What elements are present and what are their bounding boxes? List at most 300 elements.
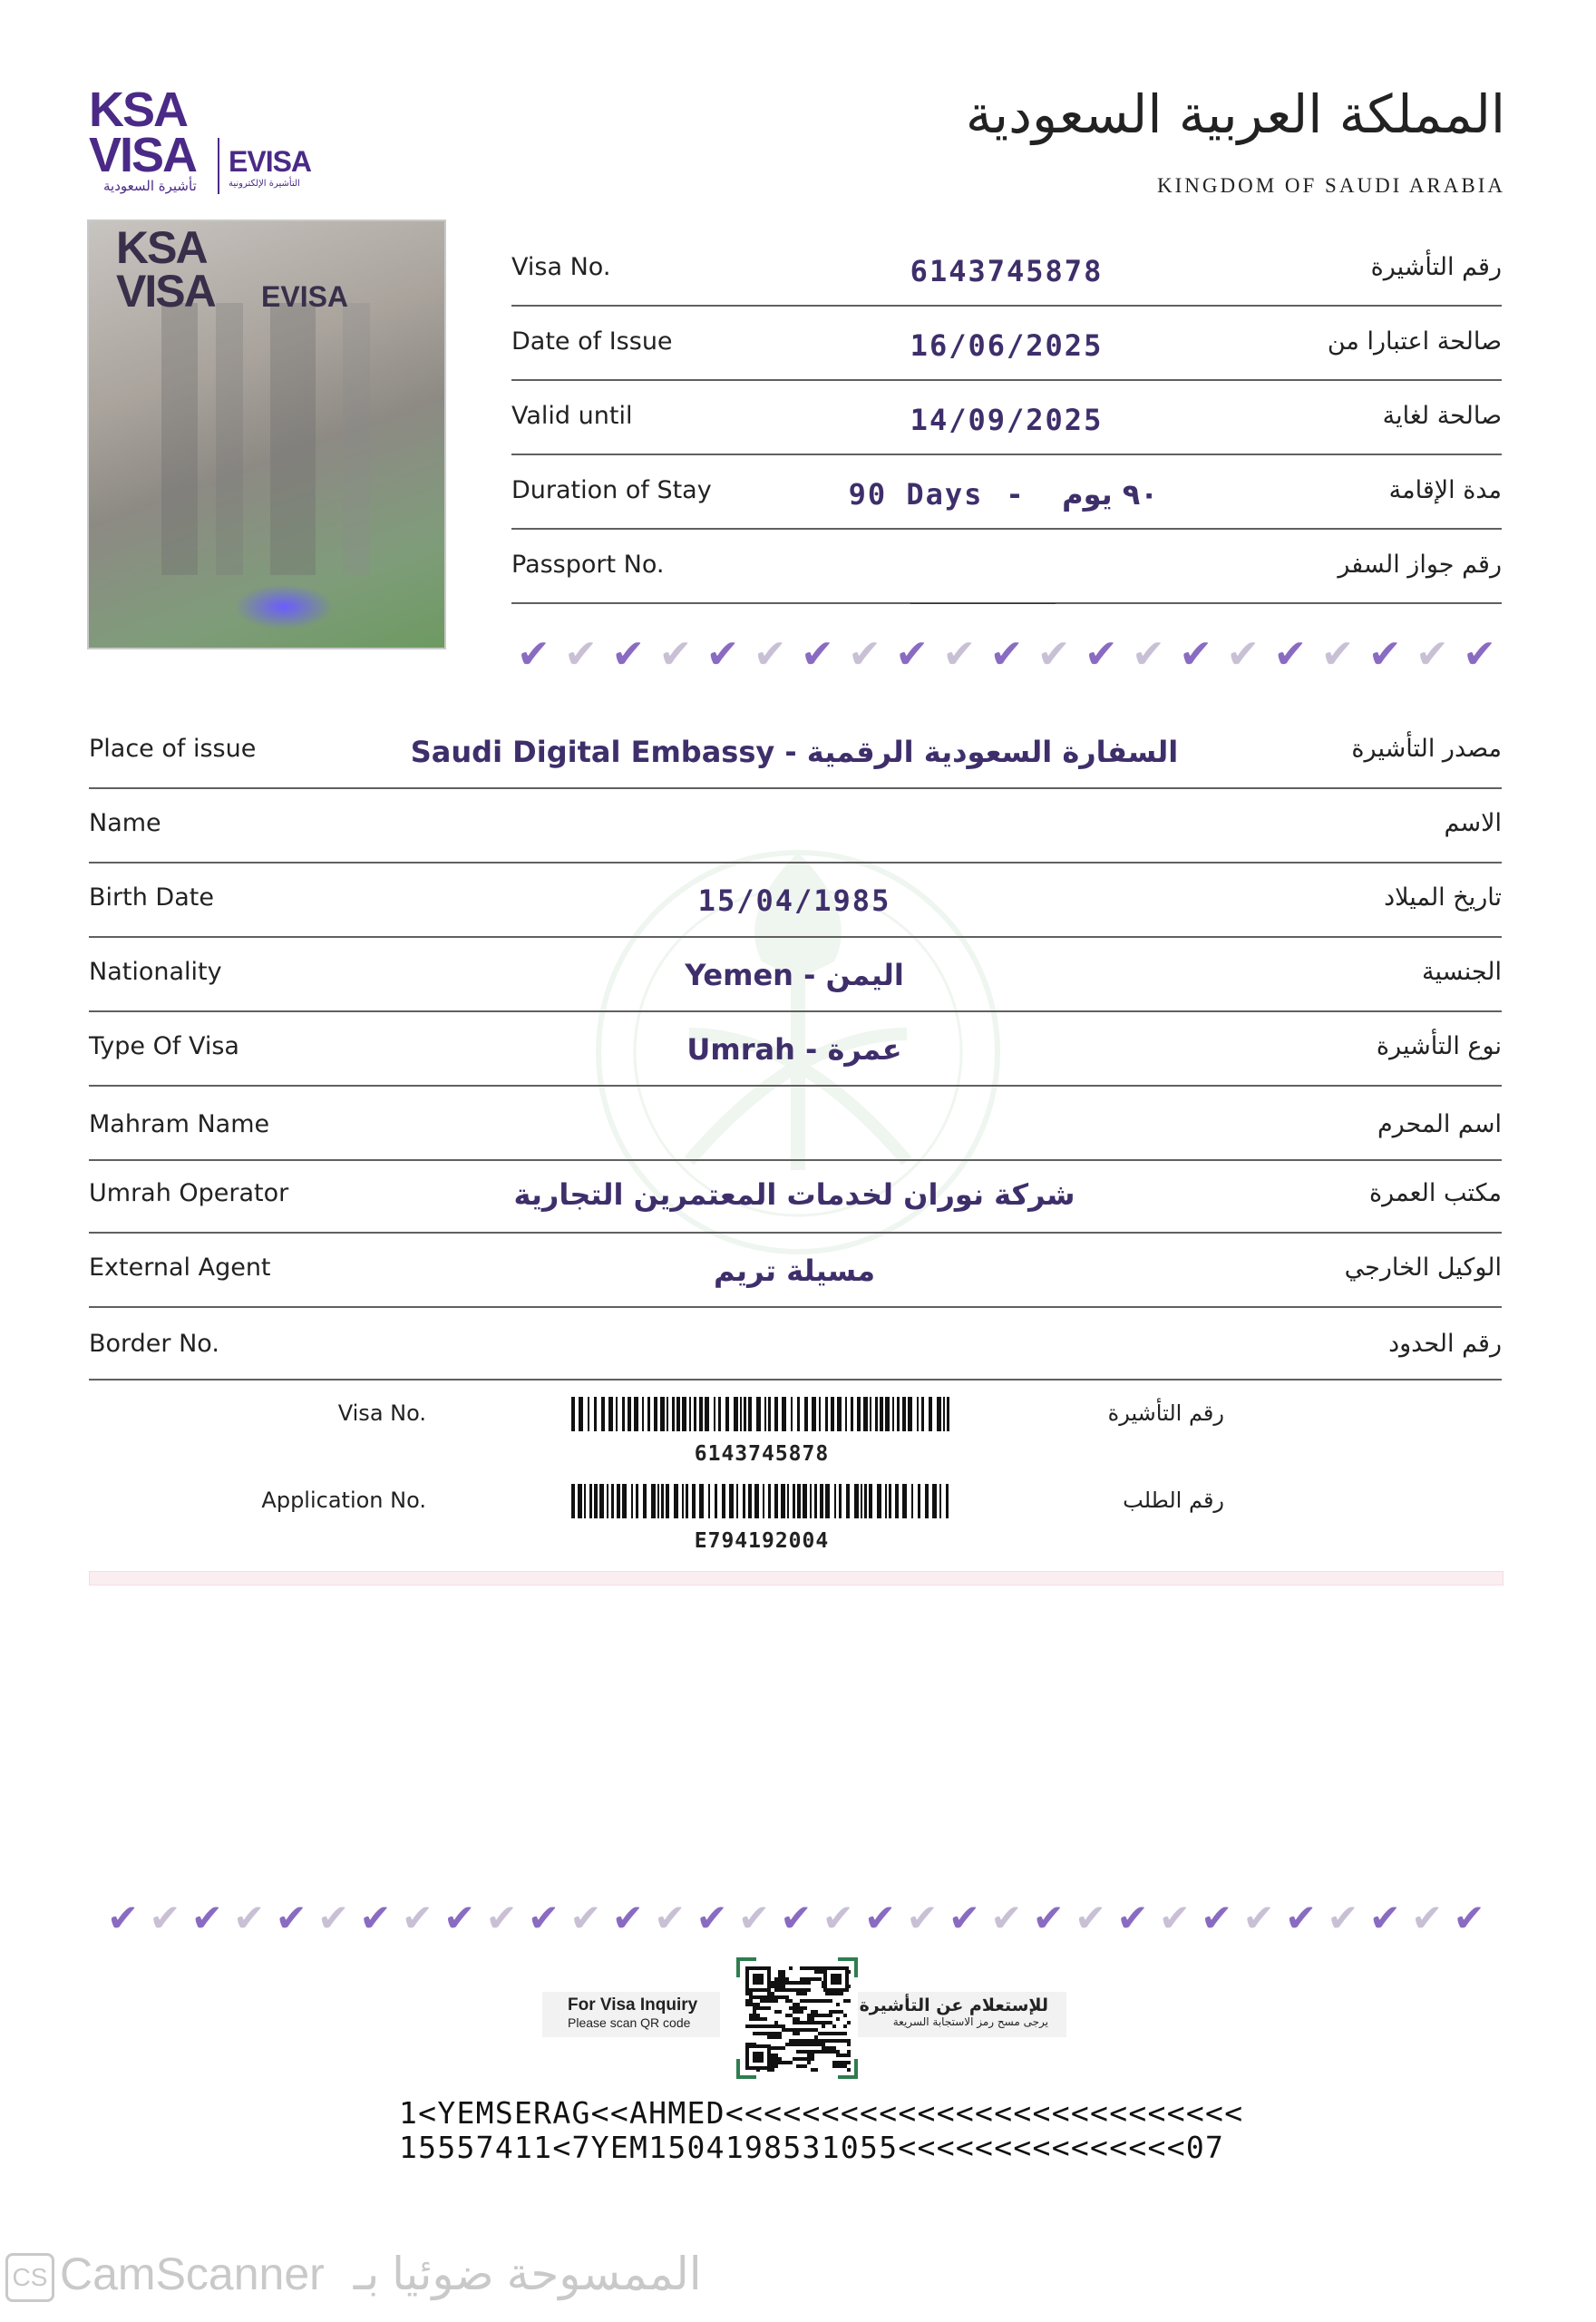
- qr-module: [836, 2003, 840, 2006]
- barcode-bar: [885, 1397, 890, 1431]
- barcode-bar: [672, 1397, 675, 1431]
- qr-module: [803, 2006, 807, 2010]
- field-label-ar: الوكيل الخارجي: [1344, 1254, 1502, 1282]
- qr-module: [803, 2057, 807, 2061]
- qr-module: [843, 2014, 847, 2017]
- barcode-bar: [699, 1484, 704, 1518]
- field-date-of-issue: [511, 314, 1502, 381]
- check-mark-icon: ✔: [753, 631, 787, 678]
- qr-module: [800, 1999, 803, 2003]
- qr-module: [749, 1992, 753, 1995]
- qr-module: [854, 2059, 858, 2079]
- qr-module: [793, 2021, 796, 2024]
- check-mark-icon: ✔: [564, 631, 598, 678]
- qr-module: [836, 2054, 840, 2057]
- qr-module: [796, 2021, 800, 2024]
- qr-module: [753, 2006, 756, 2010]
- barcode-bar: [846, 1484, 850, 1518]
- field-label-en: Birth Date: [89, 883, 214, 912]
- qr-module: [829, 1992, 832, 1995]
- qr-module: [756, 2017, 760, 2021]
- barcode-bar: [601, 1397, 605, 1431]
- qr-module: [796, 2006, 800, 2010]
- qr-module: [803, 2043, 807, 2046]
- photo-logo: KSA VISA: [116, 222, 215, 317]
- qr-module: [782, 2024, 785, 2028]
- qr-module: [771, 1999, 774, 2003]
- qr-module: [774, 1999, 778, 2003]
- qr-inquiry-ar: [858, 1992, 1066, 2037]
- barcode-bar: [654, 1397, 657, 1431]
- qr-module: [818, 2043, 822, 2046]
- barcode-application-label-ar: رقم الطلب: [1123, 1488, 1224, 1513]
- barcode-bar: [925, 1484, 929, 1518]
- qr-module: [793, 1988, 796, 1992]
- qr-module: [782, 2061, 785, 2064]
- barcode-bar: [694, 1397, 696, 1431]
- field-label-en: Type Of Visa: [89, 1032, 239, 1060]
- qr-module: [778, 2061, 782, 2064]
- qr-module: [767, 1992, 771, 1995]
- check-mark-icon: ✔: [1201, 1896, 1233, 1940]
- barcode-bar: [885, 1484, 887, 1518]
- check-mark-icon: ✔: [1116, 1896, 1149, 1940]
- qr-module: [800, 2021, 803, 2024]
- qr-module: [774, 1977, 778, 1981]
- check-mark-icon: ✔: [1084, 631, 1118, 678]
- qr-module: [832, 2039, 836, 2043]
- qr-module: [840, 1992, 843, 1995]
- barcode-bar: [875, 1397, 878, 1431]
- qr-module: [767, 1995, 771, 1999]
- qr-module: [771, 2032, 774, 2035]
- qr-module: [753, 2017, 756, 2021]
- barcode-bar: [666, 1484, 669, 1518]
- qr-module: [807, 2043, 811, 2046]
- evisa-logo-arabic: التأشيرة الإلكترونية: [229, 179, 300, 189]
- field-label-en: Name: [89, 809, 161, 837]
- qr-module: [756, 2014, 760, 2017]
- camscanner-watermark: [5, 2248, 702, 2302]
- barcode-bar: [861, 1484, 862, 1518]
- qr-module: [800, 2050, 803, 2054]
- barcode-bar: [921, 1397, 924, 1431]
- barcode-application-label-en: Application No.: [261, 1488, 426, 1513]
- barcode-bar: [740, 1397, 742, 1431]
- qr-module: [843, 2061, 847, 2064]
- ksa-logo-line2: VISA: [89, 128, 197, 182]
- field-label-ar: الاسم: [1444, 809, 1502, 837]
- barcode-bar: [902, 1484, 907, 1518]
- field-visa-no: [511, 239, 1502, 307]
- qr-module: [814, 2010, 818, 2014]
- external-agent-value: مسيلة تريم: [713, 1254, 876, 1288]
- check-mark-row-top: [517, 631, 1496, 678]
- check-mark-icon: ✔: [485, 1896, 518, 1940]
- check-mark-icon: ✔: [654, 1896, 686, 1940]
- barcode-bar: [917, 1397, 919, 1431]
- check-mark-icon: ✔: [359, 1896, 392, 1940]
- field-label-en: Nationality: [89, 958, 222, 986]
- qr-module: [736, 1957, 740, 1977]
- qr-module: [789, 2043, 793, 2046]
- field-label-en: Visa No.: [511, 253, 611, 281]
- qr-module: [782, 1977, 785, 1981]
- field-label-ar: رقم التأشيرة: [1370, 253, 1502, 281]
- qr-module: [774, 1985, 778, 1988]
- barcode-bar: [682, 1397, 686, 1431]
- field-border-no: [89, 1319, 1502, 1381]
- qr-module: [832, 2064, 836, 2068]
- field-label-ar: مصدر التأشيرة: [1351, 735, 1502, 763]
- qr-module: [847, 2068, 851, 2072]
- qr-module: [825, 2046, 829, 2050]
- qr-module: [778, 2032, 782, 2035]
- qr-module: [822, 2032, 825, 2035]
- qr-module: [764, 1995, 767, 1999]
- qr-module: [800, 1981, 803, 1985]
- qr-module: [789, 2028, 793, 2032]
- check-mark-icon: ✔: [1368, 1896, 1401, 1940]
- check-mark-icon: ✔: [706, 631, 740, 678]
- qr-module: [753, 2014, 756, 2017]
- qr-module: [829, 2010, 832, 2014]
- barcode-application-value: E794192004: [694, 1529, 830, 1553]
- qr-module: [800, 2028, 803, 2032]
- qr-module: [789, 2039, 793, 2043]
- qr-module: [793, 2039, 796, 2043]
- qr-module: [818, 1970, 822, 1974]
- qr-module: [749, 1999, 753, 2003]
- field-valid-until: [511, 388, 1502, 455]
- barcode-bar: [651, 1484, 656, 1518]
- barcode-bar: [594, 1397, 597, 1431]
- barcode-bar: [895, 1484, 899, 1518]
- qr-module: [814, 1970, 818, 1974]
- field-birth-date: [89, 874, 1502, 938]
- qr-module: [807, 2054, 811, 2057]
- qr-module: [811, 2010, 814, 2014]
- qr-module: [800, 2043, 803, 2046]
- mrz-line-1: 1<YEMSERAG<<AHMED<<<<<<<<<<<<<<<<<<<<<<<<<<<: [399, 2095, 1244, 2131]
- qr-module: [756, 1995, 760, 1999]
- qr-module: [800, 1992, 803, 1995]
- qr-module: [771, 2061, 774, 2064]
- qr-module: [847, 2050, 851, 2054]
- qr-module: [814, 2014, 818, 2017]
- qr-module: [840, 2061, 843, 2064]
- barcode-bar: [622, 1484, 627, 1518]
- qr-module: [789, 1981, 793, 1985]
- barcode-bar: [754, 1484, 759, 1518]
- qr-module: [818, 2014, 822, 2017]
- qr-module: [814, 2050, 818, 2054]
- barcode-bar: [676, 1397, 680, 1431]
- qr-module: [843, 1999, 847, 2003]
- qr-module: [800, 1988, 803, 1992]
- qr-module: [843, 2064, 847, 2068]
- logo-divider: [218, 138, 219, 194]
- qr-module: [785, 1977, 789, 1981]
- barcode-bar: [851, 1397, 853, 1431]
- barcode-bar: [642, 1397, 644, 1431]
- qr-module: [825, 2039, 829, 2043]
- barcode-bar: [636, 1484, 638, 1518]
- check-mark-icon: ✔: [906, 1896, 939, 1940]
- check-mark-icon: ✔: [316, 1896, 350, 1940]
- qr-module: [811, 2057, 814, 2061]
- barcode-bar: [937, 1397, 941, 1431]
- barcode-bar: [939, 1484, 941, 1518]
- qr-module: [767, 2006, 771, 2010]
- qr-module: [803, 2028, 807, 2032]
- qr-module: [811, 2021, 814, 2024]
- qr-module: [774, 2024, 778, 2028]
- qr-module: [811, 2068, 814, 2072]
- qr-module: [814, 2039, 818, 2043]
- barcode-bar: [774, 1484, 778, 1518]
- umrah-operator-value: شركة نوران لخدمات المعتمرين التجارية: [513, 1177, 1075, 1212]
- check-mark-icon: ✔: [1284, 1896, 1318, 1940]
- qr-module: [771, 1992, 774, 1995]
- qr-module: [811, 2050, 814, 2054]
- check-mark-icon: ✔: [517, 631, 550, 678]
- camscanner-arabic: الممسوحة ضوئيا بـ: [353, 2249, 702, 2299]
- qr-module: [789, 2014, 793, 2017]
- qr-module: [803, 1981, 807, 1985]
- qr-module: [818, 1966, 822, 1970]
- qr-module: [836, 2050, 840, 2054]
- mrz-line-2: 15557411<7YEM1504198531055<<<<<<<<<<<<<<<07: [399, 2130, 1225, 2165]
- qr-module: [753, 2032, 756, 2035]
- qr-module: [774, 2010, 778, 2014]
- barcode-bar: [797, 1484, 801, 1518]
- barcode-bar: [748, 1397, 752, 1431]
- qr-module: [774, 2061, 778, 2064]
- field-label-ar: صالحة لغاية: [1382, 402, 1502, 430]
- qr-module: [807, 2028, 811, 2032]
- qr-module: [829, 2021, 832, 2024]
- barcode-bar: [946, 1484, 949, 1518]
- barcode-bar: [734, 1397, 738, 1431]
- barcode-bar: [932, 1484, 937, 1518]
- qr-module: [736, 2059, 740, 2079]
- qr-inquiry-en-subtitle: Please scan QR code: [568, 2015, 691, 2030]
- qr-module: [774, 1981, 778, 1985]
- barcode-bar: [686, 1484, 688, 1518]
- field-label-en: Duration of Stay: [511, 476, 712, 504]
- qr-module: [803, 1992, 807, 1995]
- qr-module: [764, 1999, 767, 2003]
- barcode-bar: [918, 1484, 920, 1518]
- qr-module: [771, 1981, 774, 1985]
- check-mark-icon: ✔: [527, 1896, 560, 1940]
- qr-module: [803, 1966, 807, 1970]
- qr-module: [840, 2039, 843, 2043]
- qr-module: [753, 1974, 764, 1985]
- barcode-bar: [825, 1484, 830, 1518]
- barcode-bar: [667, 1397, 668, 1431]
- qr-module: [796, 1992, 800, 1995]
- qr-module: [771, 1985, 774, 1988]
- barcode-bar: [647, 1397, 650, 1431]
- qr-module: [753, 2010, 756, 2014]
- qr-module: [771, 1995, 774, 1999]
- camscanner-name: CamScanner: [60, 2249, 325, 2299]
- qr-module: [847, 2039, 851, 2043]
- check-mark-icon: ✔: [1132, 631, 1165, 678]
- barcode-bar: [611, 1484, 614, 1518]
- qr-module: [767, 1999, 771, 2003]
- qr-module: [782, 1970, 785, 1974]
- check-mark-icon: ✔: [1032, 1896, 1065, 1940]
- qr-module: [811, 1977, 814, 1981]
- qr-module: [829, 2050, 832, 2054]
- qr-module: [753, 2052, 764, 2063]
- qr-module: [782, 1974, 785, 1977]
- qr-module: [764, 2006, 767, 2010]
- barcode-bar: [857, 1397, 861, 1431]
- check-mark-icon: ✔: [800, 631, 834, 678]
- birth-date-value: 15/04/1985: [697, 883, 891, 918]
- field-mahram-name: [89, 1098, 1502, 1161]
- qr-module: [814, 2028, 818, 2032]
- qr-module: [782, 2046, 785, 2050]
- barcode-bar: [756, 1397, 761, 1431]
- qr-module: [836, 2032, 840, 2035]
- barcode-bar: [787, 1484, 789, 1518]
- qr-module: [793, 2028, 796, 2032]
- check-mark-icon: ✔: [822, 1896, 854, 1940]
- qr-module: [840, 2064, 843, 2068]
- application-number-barcode: [571, 1484, 952, 1518]
- field-label-en: External Agent: [89, 1254, 271, 1282]
- barcode-bar: [929, 1397, 932, 1431]
- evisa-logo: [229, 145, 311, 189]
- qr-module: [771, 2054, 774, 2057]
- barcode-bar: [764, 1397, 766, 1431]
- barcode-bar: [631, 1484, 633, 1518]
- divider-bar: [89, 1571, 1504, 1585]
- qr-module: [832, 2024, 836, 2028]
- qr-module: [782, 2028, 785, 2032]
- check-mark-icon: ✔: [1453, 1896, 1485, 1940]
- field-label-ar: رقم جواز السفر: [1338, 551, 1502, 579]
- qr-module: [778, 1977, 782, 1981]
- check-mark-icon: ✔: [1242, 1896, 1275, 1940]
- check-mark-icon: ✔: [569, 1896, 602, 1940]
- barcode-bar: [870, 1397, 871, 1431]
- qr-module: [785, 2014, 789, 2017]
- field-duration-of-stay: [511, 463, 1502, 530]
- qr-module: [774, 2054, 778, 2057]
- check-mark-icon: ✔: [233, 1896, 266, 1940]
- qr-module: [800, 2010, 803, 2014]
- barcode-bar: [617, 1484, 620, 1518]
- qr-module: [807, 2039, 811, 2043]
- qr-module: [803, 2039, 807, 2043]
- qr-module: [793, 2003, 796, 2006]
- barcode-bar: [674, 1484, 678, 1518]
- qr-module: [774, 2057, 778, 2061]
- qr-module: [800, 2064, 803, 2068]
- barcode-bar: [578, 1484, 582, 1518]
- qr-module: [793, 2010, 796, 2014]
- barcode-bar: [748, 1484, 752, 1518]
- field-label-en: Date of Issue: [511, 327, 673, 356]
- qr-module: [829, 1999, 832, 2003]
- qr-module: [807, 1999, 811, 2003]
- qr-module: [825, 2014, 829, 2017]
- qr-module: [818, 2021, 822, 2024]
- field-label-ar: الجنسية: [1421, 958, 1502, 986]
- qr-module: [793, 2057, 796, 2061]
- qr-module: [756, 2024, 760, 2028]
- barcode-bar: [657, 1484, 659, 1518]
- qr-module: [843, 2024, 847, 2028]
- qr-module: [822, 2043, 825, 2046]
- qr-module: [811, 2028, 814, 2032]
- qr-module: [782, 1995, 785, 1999]
- barcode-bar: [911, 1484, 913, 1518]
- field-label-ar: مدة الإقامة: [1388, 476, 1502, 504]
- barcode-bar: [943, 1397, 945, 1431]
- qr-inquiry-ar-subtitle: يرجى مسح رمز الاستجابة السريعة: [892, 2015, 1048, 2028]
- barcode-bar: [714, 1397, 715, 1431]
- qr-module: [793, 2032, 796, 2035]
- qr-module: [778, 1981, 782, 1985]
- barcode-bar: [616, 1397, 618, 1431]
- qr-module: [829, 2032, 832, 2035]
- qr-module: [832, 2050, 836, 2054]
- barcode-bar: [622, 1397, 625, 1431]
- qr-module: [760, 2006, 764, 2010]
- barcode-bar: [825, 1397, 828, 1431]
- check-mark-icon: ✔: [989, 631, 1024, 678]
- qr-module: [822, 2050, 825, 2054]
- qr-module: [832, 2010, 836, 2014]
- qr-module: [749, 2003, 753, 2006]
- nationality-value: Yemen - اليمن: [685, 958, 904, 992]
- barcode-bar: [588, 1397, 589, 1431]
- check-mark-icon: ✔: [1320, 631, 1355, 678]
- check-mark-icon: ✔: [1463, 631, 1496, 678]
- qr-module: [843, 2032, 847, 2035]
- qr-module: [778, 2010, 782, 2014]
- check-mark-icon: ✔: [948, 1896, 981, 1940]
- qr-module: [782, 1981, 785, 1985]
- qr-module: [811, 2043, 814, 2046]
- qr-module: [796, 2043, 800, 2046]
- barcode-bar: [594, 1484, 598, 1518]
- barcode-bar: [831, 1397, 834, 1431]
- barcode-bar: [814, 1484, 817, 1518]
- qr-module: [796, 2010, 800, 2014]
- qr-inquiry-en-title: For Visa Inquiry: [568, 1995, 698, 2015]
- check-mark-icon: ✔: [696, 1896, 728, 1940]
- qr-module: [789, 2006, 793, 2010]
- qr-module: [778, 1985, 782, 1988]
- qr-module: [778, 1995, 782, 1999]
- qr-module: [843, 2039, 847, 2043]
- barcode-bar: [708, 1484, 710, 1518]
- qr-module: [829, 2039, 832, 2043]
- qr-module: [789, 1966, 793, 1970]
- qr-module: [803, 2050, 807, 2054]
- qr-inquiry-en: [542, 1992, 720, 2037]
- qr-code-icon[interactable]: [736, 1957, 858, 2079]
- qr-module: [800, 1966, 803, 1970]
